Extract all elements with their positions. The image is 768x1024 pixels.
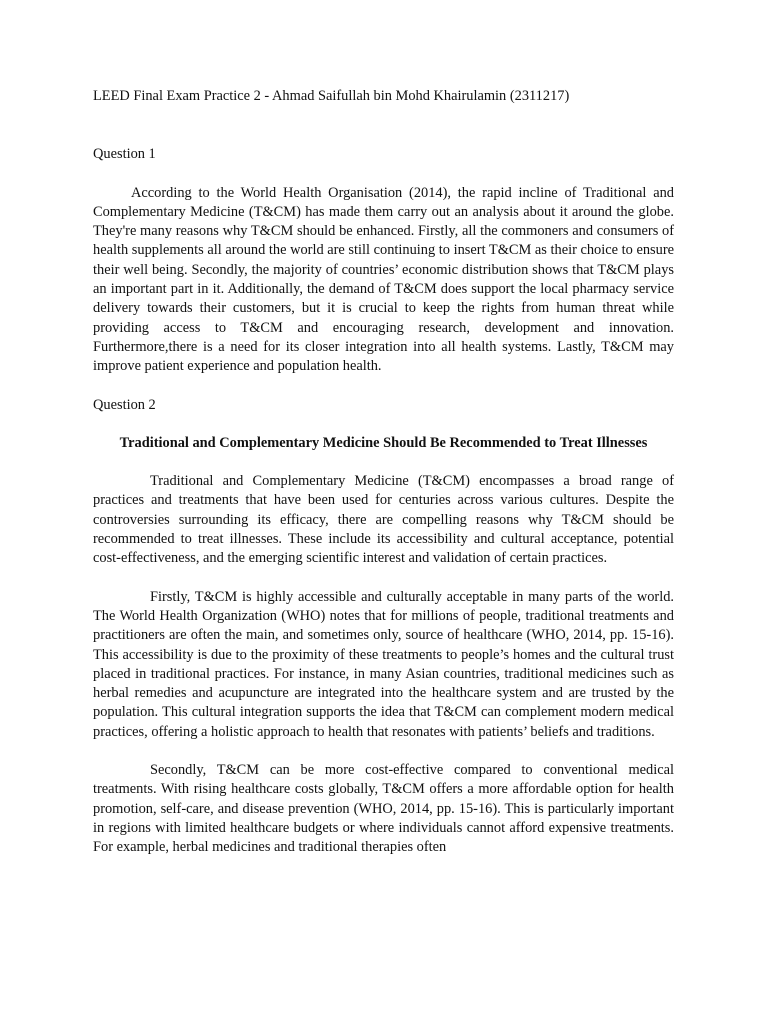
- essay-paragraph-intro: Traditional and Complementary Medicine (T&CM) encompasses a broad range of practices and treatments that have been used for centuries across various cultures. Despite the controversies surrounding its efficacy, there are compelling reasons why T&CM should be recommended to treat illnesses. These include its accessibility and cultural acceptance, potential cost-effectiveness, and the emerging scientific interest and validation of certain practices.: [93, 473, 674, 567]
- question-2-label: Question 2: [93, 396, 156, 413]
- question-1-paragraph: According to the World Health Organisation (2014), the rapid incline of Traditional and Complementary Medicine (T&CM) has made them carry out an analysis about it around the globe. They're many reasons why T&CM should be enhanced. Firstly, all the commoners and consumers of health supplements all around the world are still continuing to insert T&CM as their choice to ensure their well being. Secondly, the majority of countries’ economic distribution shows that T&CM plays an important part in it. Additionally, the demand of T&CM does support the local pharmacy service delivery towards their customers, but it is crucial to keep the rights from human threat while providing access to T&CM and encouraging research, development and innovation. Furthermore,there is a need for its closer integration into all health systems. Lastly, T&CM may improve patient experience and population health.: [93, 184, 674, 375]
- document-title: LEED Final Exam Practice 2 - Ahmad Saifullah bin Mohd Khairulamin (2311217): [93, 88, 570, 104]
- question-1-label: Question 1: [93, 146, 156, 163]
- essay-paragraph-accessibility: Firstly, T&CM is highly accessible and culturally acceptable in many parts of the world. The World Health Organization (WHO) notes that for millions of people, traditional treatments and practitioners are often the main, and sometimes only, source of healthcare (WHO, 2014, pp. 15-16). This accessibility is due to the proximity of these treatments to people’s homes and the cultural trust placed in traditional practices. For instance, in many Asian countries, traditional medicines such as herbal remedies and acupuncture are integrated into the healthcare system and are trusted by the population. This cultural integration supports the idea that T&CM can complement modern medical practices, offering a holistic approach to health that resonates with patients’ beliefs and traditions.: [93, 588, 674, 740]
- essay-paragraph-cost: Secondly, T&CM can be more cost-effective compared to conventional medical treatments. With rising healthcare costs globally, T&CM offers a more affordable option for health promotion, self-care, and disease prevention (WHO, 2014, pp. 15-16). This is particularly important in regions with limited healthcare budgets or where individuals cannot afford expensive treatments. For example, herbal medicines and traditional therapies often: [93, 762, 674, 856]
- essay-title: Traditional and Complementary Medicine Should Be Recommended to Treat Illnesses: [119, 434, 648, 451]
